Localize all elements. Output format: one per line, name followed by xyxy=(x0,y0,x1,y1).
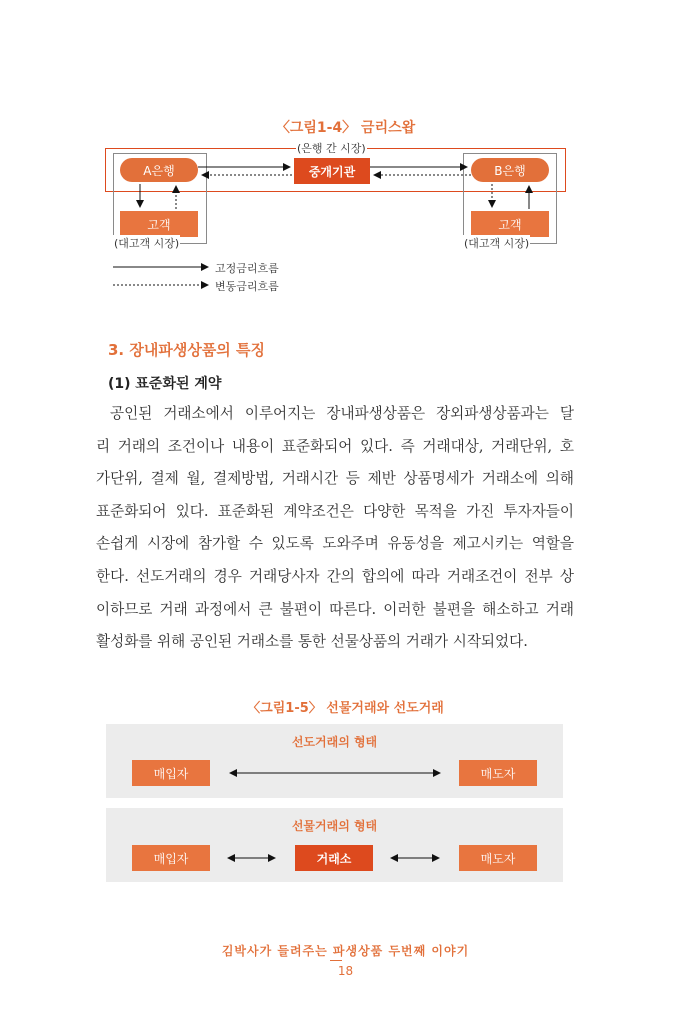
bank-a-box: A은행 xyxy=(120,158,198,182)
customer-box-right: 고객 xyxy=(471,211,549,237)
customer-box-left: 고객 xyxy=(120,211,198,237)
figure-1-5-title: 〈그림1-5〉 선물거래와 선도거래 xyxy=(247,701,444,716)
paragraph-line: 공인된 거래소에서 이루어지는 장내파생상품은 장외파생상품과는 달 xyxy=(110,405,574,422)
paragraph-line: 활성화를 위해 공인된 거래소를 통한 선물상품의 거래가 시작되었다. xyxy=(96,633,528,651)
forward-seller-box: 매도자 xyxy=(459,760,537,786)
paragraph-line: 손쉽게 시장에 참가할 수 있도록 도와주며 유동성을 제고시키는 역할을 xyxy=(96,535,574,553)
figure-1-4-title: 〈그림1-4〉 금리스왑 xyxy=(275,120,416,136)
footer-book-title: 김박사가 들려주는 파생상품 두번째 이야기 xyxy=(221,944,470,958)
exchange-box: 거래소 xyxy=(295,845,373,871)
legend-fixed-label: 고정금리흐름 xyxy=(215,262,279,275)
paragraph-line: 가단위, 결제 월, 결제방법, 거래시간 등 제반 상품명세가 거래소에 의해 xyxy=(96,470,574,488)
futures-panel-title: 선물거래의 형태 xyxy=(291,819,378,833)
footer-divider xyxy=(330,960,342,961)
futures-buyer-box: 매입자 xyxy=(132,845,210,871)
futures-seller-box: 매도자 xyxy=(459,845,537,871)
interbank-market-label: (은행 간 시장) xyxy=(297,142,366,155)
intermediary-box: 중개기관 xyxy=(294,158,370,184)
customer-market-label-left: (대고객 시장) xyxy=(114,237,180,250)
forward-panel-title: 선도거래의 형태 xyxy=(291,735,378,749)
paragraph-line: 리 거래의 조건이나 내용이 표준화되어 있다. 즉 거래대상, 거래단위, 호 xyxy=(96,437,574,455)
body-paragraph xyxy=(96,398,574,659)
paragraph-line: 표준화되어 있다. 표준화된 계약조건은 다양한 목적을 가진 투자자들이 xyxy=(96,502,574,520)
page-number: 18 xyxy=(337,964,354,978)
customer-market-label-right: (대고객 시장) xyxy=(464,237,530,250)
paragraph-line: 이하므로 거래 과정에서 큰 불편이 따른다. 이러한 불편을 해소하고 거래 xyxy=(96,600,574,618)
figure-1-5-arrows xyxy=(0,740,691,890)
subsection-title: (1) 표준화된 계약 xyxy=(108,376,222,392)
forward-buyer-box: 매입자 xyxy=(132,760,210,786)
legend-floating-label: 변동금리흐름 xyxy=(215,280,279,293)
section-title: 3. 장내파생상품의 특징 xyxy=(108,341,265,359)
bank-b-box: B은행 xyxy=(471,158,549,182)
figure-1-4-arrows xyxy=(0,0,691,300)
paragraph-line: 한다. 선도거래의 경우 거래당사자 간의 합의에 따라 거래조건이 전부 상 xyxy=(96,567,574,585)
